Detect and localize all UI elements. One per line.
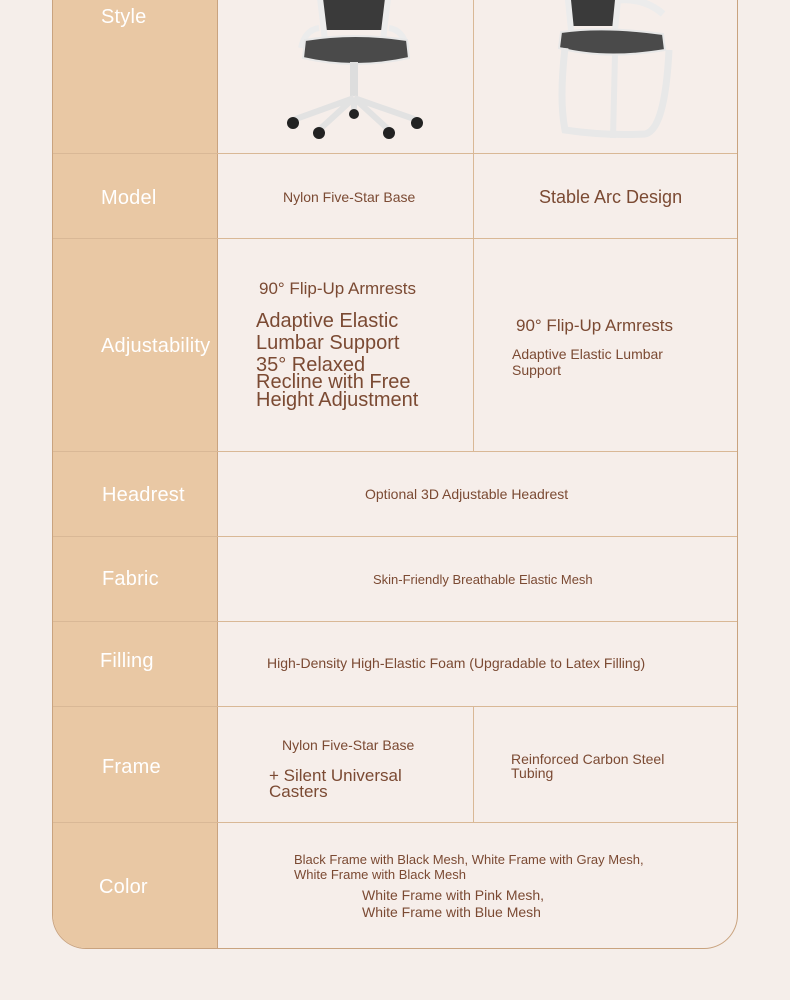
label-style: Style: [101, 6, 147, 28]
adjust-left-line: Height Adjustment: [256, 389, 419, 411]
adjust-right-line: Support: [512, 362, 562, 378]
frame-left-line: + Silent Universal: [269, 766, 402, 785]
label-fabric: Fabric: [102, 568, 159, 590]
color-line: Black Frame with Black Mesh, White Frame with Gray Mesh,: [294, 852, 644, 867]
row-divider: [53, 238, 737, 239]
filling-value: High-Density High-Elastic Foam (Upgradable to Latex Filling): [267, 655, 646, 671]
adjust-left-line: 90° Flip-Up Armrests: [259, 279, 417, 298]
color-line: White Frame with Black Mesh: [294, 867, 466, 882]
spec-table: [52, 0, 738, 949]
model-right: Stable Arc Design: [539, 187, 683, 207]
frame-left-line: Nylon Five-Star Base: [282, 737, 415, 753]
frame-left-line: Casters: [269, 782, 328, 801]
label-filling: Filling: [100, 650, 154, 672]
label-color: Color: [99, 876, 148, 898]
model-left: Nylon Five-Star Base: [283, 189, 416, 205]
col-divider: [473, 706, 474, 822]
row-divider: [53, 706, 737, 707]
label-adjustability: Adjustability: [101, 335, 211, 357]
col-divider: [473, 0, 474, 153]
row-divider: [53, 451, 737, 452]
label-frame: Frame: [102, 756, 161, 778]
label-column: [53, 0, 218, 948]
swivel-chair-image: [275, 0, 435, 142]
arc-chair-image: [535, 0, 695, 142]
row-divider: [53, 153, 737, 154]
adjust-right-line: Adaptive Elastic Lumbar: [512, 346, 663, 362]
frame-right-line: Reinforced Carbon Steel: [511, 751, 665, 767]
row-divider: [53, 536, 737, 537]
adjust-left-line: Lumbar Support: [256, 332, 400, 354]
headrest-value: Optional 3D Adjustable Headrest: [365, 486, 569, 502]
adjust-right-line: 90° Flip-Up Armrests: [516, 316, 674, 335]
color-line: White Frame with Pink Mesh,: [362, 887, 545, 903]
adjust-left-line: 35° Relaxed: [256, 354, 366, 376]
row-divider: [53, 621, 737, 622]
frame-right-line: Tubing: [511, 765, 554, 781]
label-headrest: Headrest: [102, 484, 185, 506]
adjust-left-line: Adaptive Elastic: [256, 310, 399, 332]
col-divider: [473, 153, 474, 451]
adjust-left-line: Recline with Free: [256, 371, 411, 393]
color-line: White Frame with Blue Mesh: [362, 904, 541, 920]
label-model: Model: [101, 187, 157, 209]
fabric-value: Skin-Friendly Breathable Elastic Mesh: [373, 572, 593, 587]
row-divider: [53, 822, 737, 823]
